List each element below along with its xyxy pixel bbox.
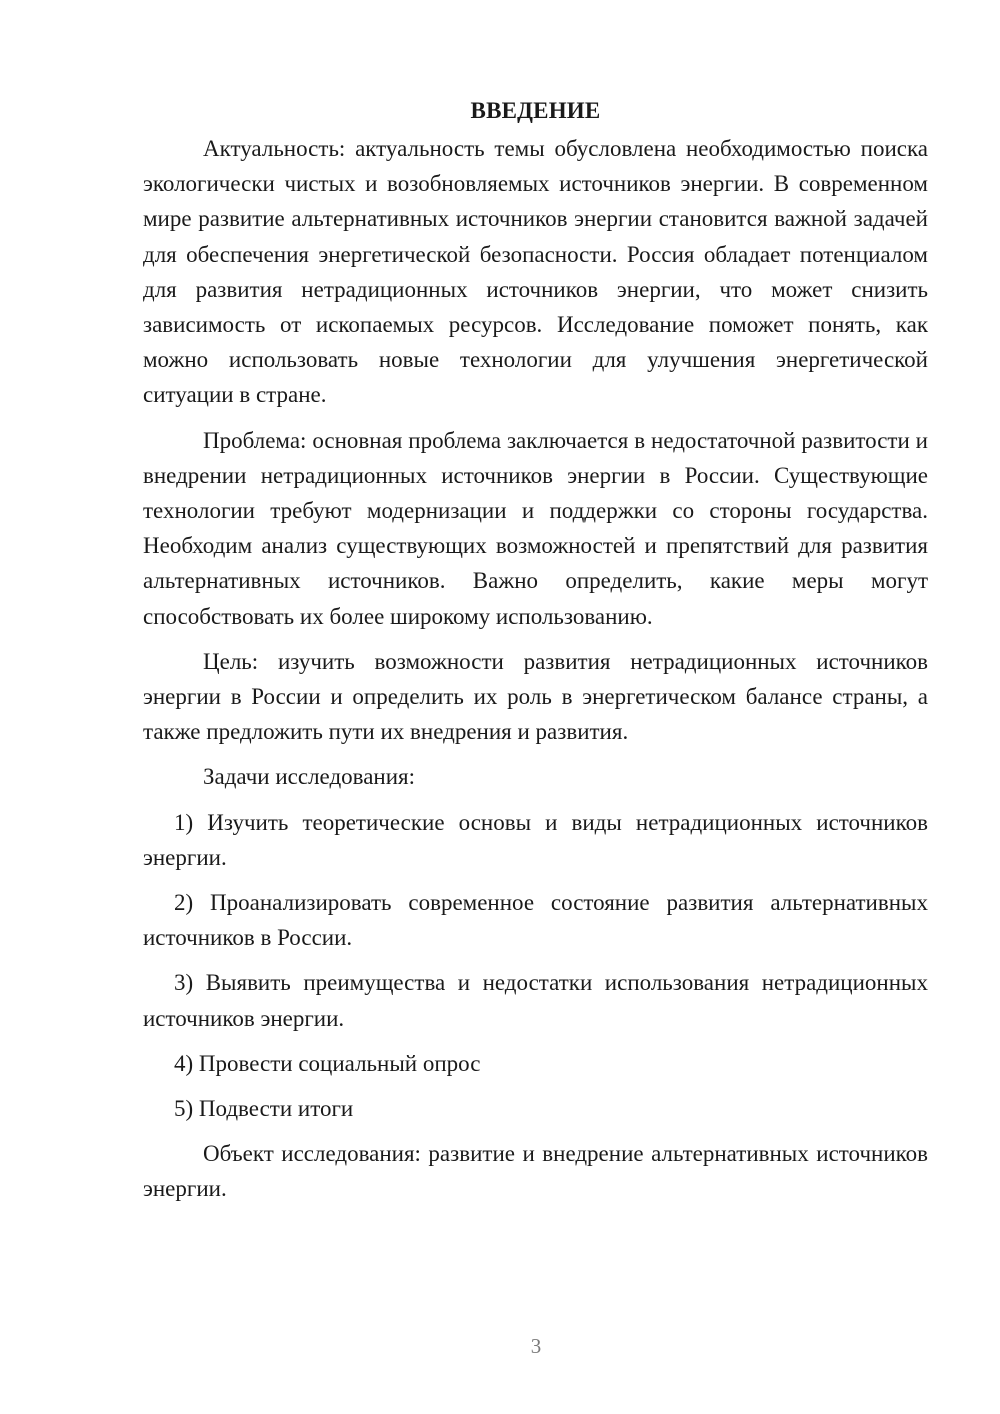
object-paragraph: Объект исследования: развитие и внедрение альтернативных источников энергии. bbox=[143, 1141, 928, 1202]
task-item-4: 4) Провести социальный опрос bbox=[174, 1050, 481, 1076]
problem-paragraph: Проблема: основная проблема заключается в недостаточной развитости и внедрении нетрадиционных источников энергии в России. Существующие технологии требуют модернизации и поддержки со стороны государства. Необходим анализ существующих возможностей и препятствий для развития альтернативных источников. Важно определить, какие меры могут способствовать их более широкому использованию. bbox=[143, 427, 928, 629]
goal-paragraph: Цель: изучить возможности развития нетрадиционных источников энергии в России и определить их роль в энергетическом балансе страны, а также предложить пути их внедрения и развития. bbox=[143, 648, 928, 745]
task-item-1: 1) Изучить теоретические основы и виды нетрадиционных источников энергии. bbox=[143, 809, 928, 870]
document-body bbox=[143, 92, 928, 1207]
section-heading: ВВЕДЕНИЕ bbox=[470, 98, 601, 123]
relevance-paragraph: Актуальность: актуальность темы обусловлена необходимостью поиска экологически чистых и возобновляемых источников энергии. В современном мире развитие альтернативных источников энергии становится важной задачей для обеспечения энергетической безопасности. Россия обладает потенциалом для развития нетрадиционных источников энергии, что может снизить зависимость от ископаемых ресурсов. Исследование поможет понять, как можно использовать новые технологии для улучшения энергетической ситуации в стране. bbox=[143, 136, 928, 408]
page-number: 3 bbox=[530, 1334, 542, 1358]
tasks-heading: Задачи исследования: bbox=[203, 764, 416, 790]
task-item-2: 2) Проанализировать современное состояние развития альтернативных источников в России. bbox=[143, 890, 928, 951]
task-item-5: 5) Подвести итоги bbox=[174, 1096, 354, 1122]
task-item-3: 3) Выявить преимущества и недостатки использования нетрадиционных источников энергии. bbox=[143, 970, 928, 1031]
